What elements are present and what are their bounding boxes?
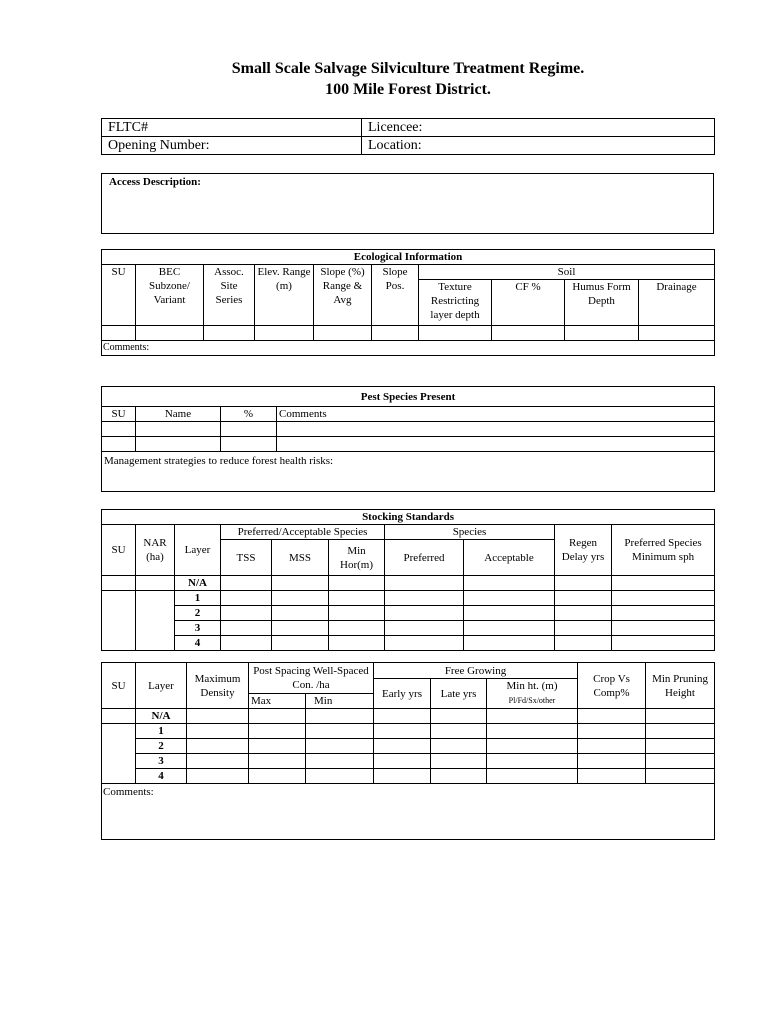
stock-cell[interactable] [221,591,272,606]
stock-cell[interactable] [385,591,464,606]
stocking-standards-table [101,509,715,651]
access-description-box[interactable] [101,173,714,234]
stock2-cell[interactable] [306,724,374,739]
eco-soil-header: Soil [419,265,715,280]
stock2-cell[interactable] [187,709,249,724]
stock-cell[interactable] [221,576,272,591]
stock2-su-header: SU [102,663,136,709]
stock-preferred-header: Preferred [385,540,464,576]
licencee-field[interactable]: Licencee: [362,119,715,137]
eco-elev-header: Elev. Range (m) [255,265,314,326]
stock2-layer-label: 2 [136,739,187,754]
stock2-layer-label: 1 [136,724,187,739]
eco-slope-pos-header: Slope Pos. [372,265,419,326]
stock2-cell[interactable] [249,739,306,754]
stock-cell[interactable] [555,636,612,651]
stock-cell[interactable] [612,606,715,621]
stock2-cell[interactable] [306,754,374,769]
stock-cell[interactable] [272,591,329,606]
pest-cell[interactable] [277,422,715,437]
pest-name-header: Name [136,407,221,422]
stock-cell[interactable] [555,606,612,621]
stock-cell[interactable] [136,576,175,591]
stock-cell[interactable] [329,576,385,591]
stock2-cell[interactable] [646,769,715,784]
document-subtitle: 100 Mile Forest District. [325,81,491,98]
stock2-cell[interactable] [249,769,306,784]
pest-cell[interactable] [136,422,221,437]
eco-cell[interactable] [492,326,565,341]
stock2-cell[interactable] [578,724,646,739]
stock2-cell[interactable] [431,739,487,754]
stock-cell[interactable] [464,591,555,606]
eco-cell[interactable] [565,326,639,341]
eco-cell[interactable] [419,326,492,341]
ecological-info-table [101,249,715,356]
pest-species-table [101,386,715,492]
location-field[interactable]: Location: [362,137,715,155]
stock2-cell[interactable] [249,724,306,739]
stock2-cell[interactable] [374,754,431,769]
stock-cell[interactable] [221,606,272,621]
stock2-min-ht-label: Min ht. (m) [506,680,558,692]
stock-cell[interactable] [272,621,329,636]
stock2-cell[interactable] [187,724,249,739]
stock-cell[interactable] [102,576,136,591]
stock-layer-label: 4 [175,636,221,651]
document-title: Small Scale Salvage Silviculture Treatment Regime. [231,60,585,77]
stock-layer-header: Layer [175,525,221,576]
stock-cell[interactable] [136,591,175,651]
eco-humus-header: Humus Form Depth [565,280,639,326]
eco-cell[interactable] [136,326,204,341]
stock2-cell[interactable] [374,739,431,754]
stock2-min-header: Min [306,694,374,709]
stock2-layer-label: 4 [136,769,187,784]
stock-cell[interactable] [329,621,385,636]
stock2-cell[interactable] [487,724,578,739]
stock-cell[interactable] [555,621,612,636]
stock2-cell[interactable] [102,709,136,724]
stocking-standards-table-2 [101,662,715,840]
stock2-pruning-header: Min Pruning Height [646,663,715,709]
stock2-cell[interactable] [306,739,374,754]
stock2-cell[interactable] [487,754,578,769]
stock-cell[interactable] [329,606,385,621]
stock2-late-header: Late yrs [431,679,487,709]
eco-cell[interactable] [255,326,314,341]
info-table [101,118,715,155]
stock-title: Stocking Standards [102,510,715,525]
pest-comments-header: Comments [277,407,715,422]
stock2-cell[interactable] [578,739,646,754]
eco-texture-header: Texture Restricting layer depth [419,280,492,326]
stock2-max-density-header: Maximum Density [187,663,249,709]
stock2-cell[interactable] [431,724,487,739]
stock2-cell[interactable] [187,739,249,754]
opening-number-field[interactable]: Opening Number: [102,137,362,155]
stock2-cell[interactable] [646,739,715,754]
stock2-cell[interactable] [102,724,136,784]
stock2-min-ht-header [487,679,578,709]
eco-assoc-header: Assoc. Site Series [204,265,255,326]
eco-cell[interactable] [314,326,372,341]
stock2-layer-label: N/A [136,709,187,724]
stock-layer-label: 2 [175,606,221,621]
stock-cell[interactable] [612,591,715,606]
stock2-cell[interactable] [431,709,487,724]
eco-cf-header: CF % [492,280,565,326]
stock-cell[interactable] [612,621,715,636]
stock-cell[interactable] [329,636,385,651]
pest-cell[interactable] [221,422,277,437]
stock-cell[interactable] [555,576,612,591]
stock2-cell[interactable] [487,739,578,754]
pest-cell[interactable] [221,437,277,452]
eco-su-header: SU [102,265,136,326]
stock-comments-field[interactable]: Comments: [102,784,715,840]
stock-su-header: SU [102,525,136,576]
stock-cell[interactable] [102,591,136,651]
pest-su-header: SU [102,407,136,422]
stock2-max-header: Max [249,694,306,709]
stock-cell[interactable] [385,636,464,651]
stock-acceptable-header: Acceptable [464,540,555,576]
stock-mss-header: MSS [272,540,329,576]
pest-cell[interactable] [102,422,136,437]
stock-nar-header: NAR (ha) [136,525,175,576]
stock2-cell[interactable] [578,769,646,784]
pest-cell[interactable] [136,437,221,452]
stock2-cell[interactable] [374,709,431,724]
stock2-cell[interactable] [374,724,431,739]
stock-cell[interactable] [464,621,555,636]
stock2-cell[interactable] [487,709,578,724]
stock-cell[interactable] [612,576,715,591]
stock-cell[interactable] [464,636,555,651]
fltc-field[interactable]: FLTC# [102,119,362,137]
eco-drainage-header: Drainage [639,280,715,326]
stock-cell[interactable] [221,621,272,636]
stock2-cell[interactable] [578,709,646,724]
stock2-cell[interactable] [487,769,578,784]
stock-cell[interactable] [272,636,329,651]
stock-tss-header: TSS [221,540,272,576]
stock2-cell[interactable] [646,754,715,769]
stock2-layer-label: 3 [136,754,187,769]
stock2-cell[interactable] [431,769,487,784]
stock2-free-growing-header: Free Growing [374,663,578,679]
pest-management-field[interactable]: Management strategies to reduce forest health risks: [102,452,715,492]
stock-cell[interactable] [612,636,715,651]
stock2-cell[interactable] [187,754,249,769]
stock2-cell[interactable] [646,724,715,739]
stock-layer-label: 1 [175,591,221,606]
pest-title: Pest Species Present [102,387,715,407]
stock-layer-label: 3 [175,621,221,636]
eco-title: Ecological Information [102,250,715,265]
pest-pct-header: % [221,407,277,422]
stock2-cell[interactable] [306,709,374,724]
stock2-cell[interactable] [187,769,249,784]
stock2-layer-header: Layer [136,663,187,709]
stock-pref-min-header: Preferred Species Minimum sph [612,525,715,576]
stock2-cell[interactable] [431,754,487,769]
stock-cell[interactable] [385,621,464,636]
pest-cell[interactable] [102,437,136,452]
stock2-cell[interactable] [578,754,646,769]
stock2-post-spacing-header: Post Spacing Well-Spaced Con. /ha [249,663,374,694]
eco-comments[interactable]: Comments: [102,341,715,356]
eco-bec-header: BEC Subzone/ Variant [136,265,204,326]
stock-cell[interactable] [329,591,385,606]
stock-layer-label: N/A [175,576,221,591]
stock-cell[interactable] [272,606,329,621]
stock-cell[interactable] [385,576,464,591]
stock2-cell[interactable] [249,754,306,769]
stock-cell[interactable] [385,606,464,621]
access-description-label: Access Description: [109,176,201,188]
stock-min-hor-header: Min Hor(m) [329,540,385,576]
stock2-early-header: Early yrs [374,679,431,709]
eco-cell[interactable] [102,326,136,341]
pest-cell[interactable] [277,437,715,452]
eco-slope-header: Slope (%) Range & Avg [314,265,372,326]
stock2-crop-header: Crop Vs Comp% [578,663,646,709]
eco-cell[interactable] [204,326,255,341]
stock-species-header: Species [385,525,555,540]
stock-cell[interactable] [221,636,272,651]
stock2-cell[interactable] [306,769,374,784]
stock-cell[interactable] [464,576,555,591]
stock2-cell[interactable] [249,709,306,724]
stock-pref-accept-header: Preferred/Acceptable Species [221,525,385,540]
stock-cell[interactable] [272,576,329,591]
stock2-cell[interactable] [374,769,431,784]
stock2-min-ht-sub: Pl/Fd/Sx/other [508,696,556,705]
stock2-cell[interactable] [646,709,715,724]
eco-cell[interactable] [372,326,419,341]
stock-cell[interactable] [555,591,612,606]
stock-regen-header: Regen Delay yrs [555,525,612,576]
eco-cell[interactable] [639,326,715,341]
stock-cell[interactable] [464,606,555,621]
